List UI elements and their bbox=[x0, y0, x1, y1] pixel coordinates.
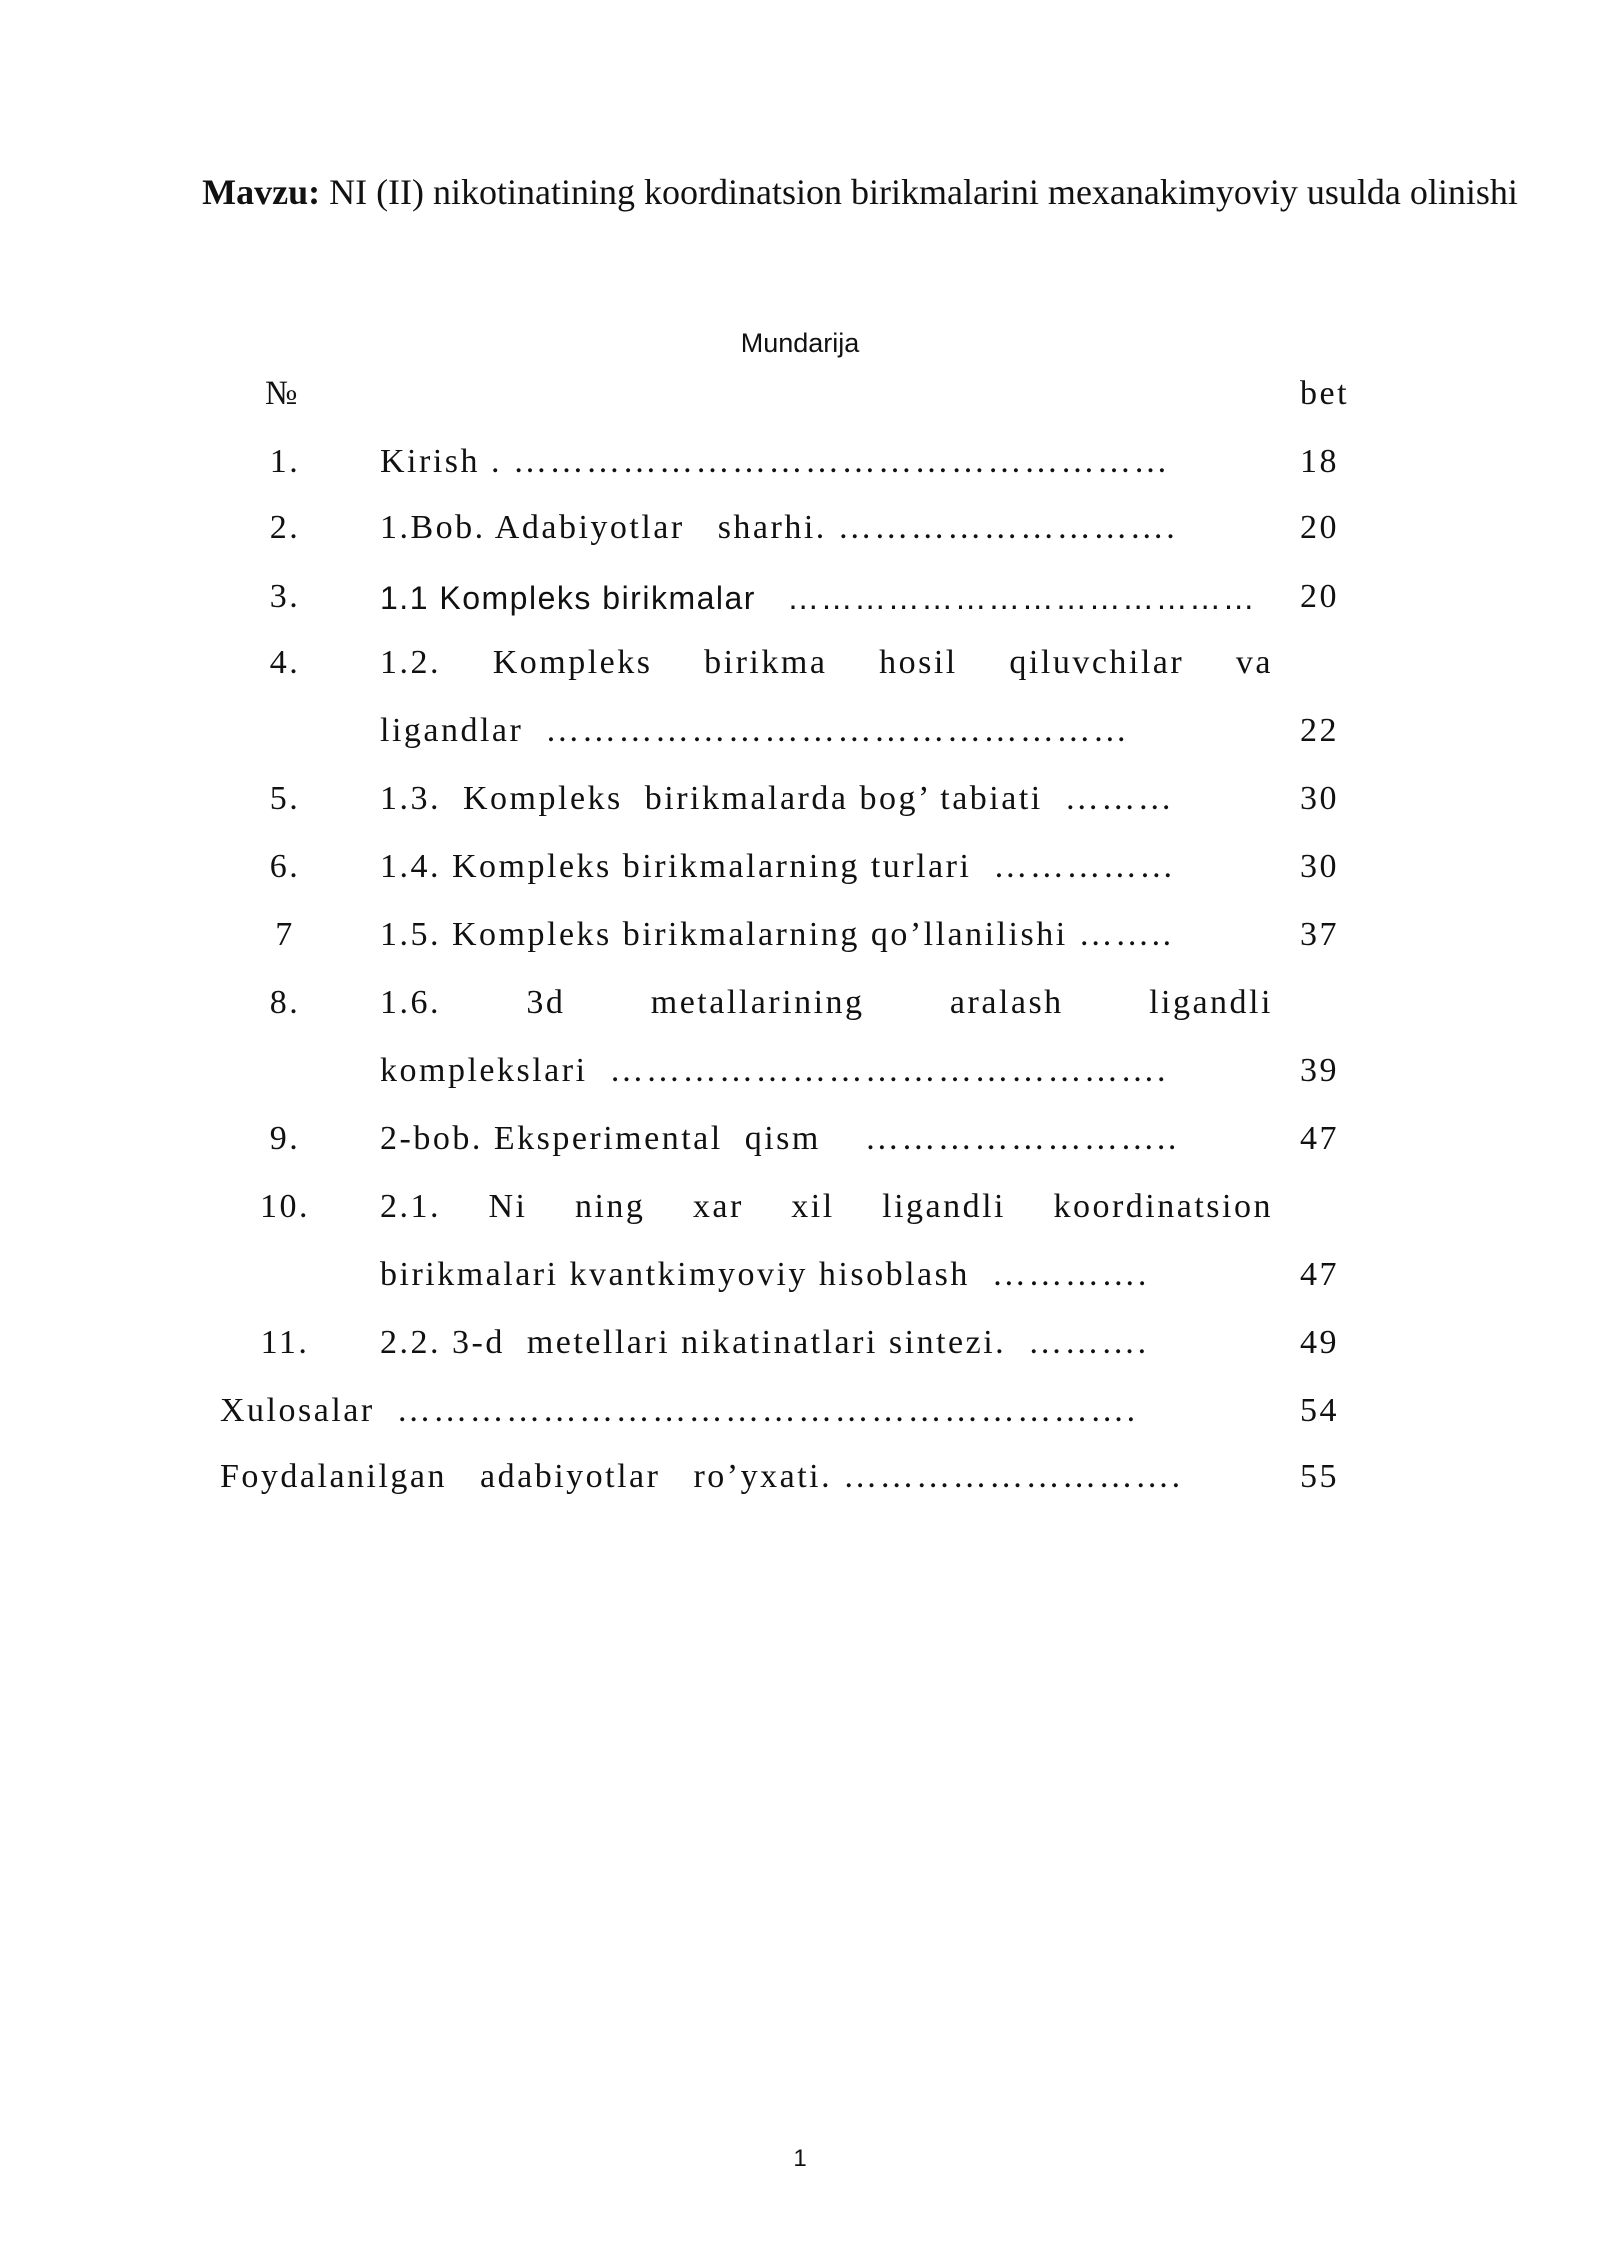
toc-row-number: 11. bbox=[260, 1324, 310, 1361]
toc-row-page: 30 bbox=[1300, 848, 1339, 885]
toc-row-page: 22 bbox=[1300, 712, 1339, 749]
toc-row-text[interactable]: 1.1 Kompleks birikmalar …………………………………… bbox=[380, 580, 1257, 616]
toc-row-text[interactable]: Kirish . ……………………………………………… bbox=[380, 443, 1170, 480]
toc-word: qiluvchilar bbox=[1009, 644, 1185, 681]
toc-row-text-continued[interactable]: birikmalari kvantkimyoviy hisoblash …………. bbox=[380, 1256, 1149, 1293]
toc-header-page: bet bbox=[1300, 375, 1350, 412]
toc-row-text[interactable]: 2.2. 3-d metellari nikatinatlari sintezi. ………. bbox=[380, 1324, 1149, 1361]
toc-row-number: 1. bbox=[269, 443, 301, 480]
toc-word: metallarining bbox=[650, 984, 865, 1021]
title-text: NI (II) nikotinatining koordinatsion birikmalarini mexanakimyoviy usulda olinishi bbox=[320, 172, 1518, 212]
toc-references-page: 55 bbox=[1300, 1458, 1339, 1495]
title-label: Mavzu: bbox=[202, 172, 321, 212]
page-number: 1 bbox=[793, 2145, 807, 2172]
toc-row-number: 4. bbox=[269, 644, 301, 681]
toc-word: koordinatsion bbox=[1053, 1188, 1273, 1225]
toc-word: birikma bbox=[704, 644, 828, 681]
toc-row-page: 20 bbox=[1300, 509, 1339, 546]
toc-word: ning bbox=[574, 1188, 646, 1225]
toc-row-page: 49 bbox=[1300, 1324, 1339, 1361]
toc-conclusion-page: 54 bbox=[1300, 1392, 1339, 1429]
toc-row-number: 2. bbox=[269, 509, 301, 546]
toc-word: xil bbox=[791, 1188, 835, 1225]
toc-row-page: 39 bbox=[1300, 1052, 1339, 1089]
toc-row-text[interactable]: 2-bob. Eksperimental qism …………………….. bbox=[380, 1120, 1179, 1157]
toc-row-number: 6. bbox=[269, 848, 301, 885]
toc-word: ligandli bbox=[1149, 984, 1273, 1021]
toc-row-page: 18 bbox=[1300, 443, 1339, 480]
toc-row-number: 7 bbox=[275, 916, 295, 953]
toc-word: Ni bbox=[488, 1188, 528, 1225]
toc-references-text[interactable]: Foydalanilgan adabiyotlar ro’yxati. ………………………. bbox=[220, 1458, 1183, 1495]
toc-row-text[interactable]: 1.3. Kompleks birikmalarda bog’ tabiati ……… bbox=[380, 780, 1175, 817]
toc-row-page: 47 bbox=[1300, 1256, 1339, 1293]
toc-row-text[interactable] bbox=[380, 1188, 1273, 1226]
toc-row-number: 10. bbox=[260, 1188, 310, 1225]
toc-word: xar bbox=[692, 1188, 744, 1225]
toc-word: 1.6. bbox=[380, 984, 441, 1021]
toc-word: Kompleks bbox=[492, 644, 653, 681]
toc-word: 3d bbox=[526, 984, 566, 1021]
toc-word: hosil bbox=[879, 644, 958, 681]
toc-row-text[interactable]: 1.5. Kompleks birikmalarning qo’llanilishi …….. bbox=[380, 916, 1174, 953]
toc-word: ligandli bbox=[882, 1188, 1007, 1225]
toc-row-text-continued[interactable]: ligandlar ………………………………………… bbox=[380, 712, 1130, 749]
toc-word: va bbox=[1235, 644, 1273, 681]
toc-row-page: 47 bbox=[1300, 1120, 1339, 1157]
toc-row-page: 20 bbox=[1300, 578, 1339, 615]
toc-row-text[interactable]: 1.Bob. Adabiyotlar sharhi. ………………………. bbox=[380, 509, 1178, 546]
toc-row-text[interactable] bbox=[380, 644, 1273, 682]
toc-row-number: 5. bbox=[269, 780, 301, 817]
toc-row-number: 3. bbox=[269, 578, 301, 615]
toc-word: 1.2. bbox=[380, 644, 441, 681]
toc-row-page: 37 bbox=[1300, 916, 1339, 953]
toc-row-number: 8. bbox=[269, 984, 301, 1021]
toc-conclusion-text[interactable]: Xulosalar ……………………………………………………. bbox=[220, 1392, 1138, 1429]
toc-heading: Mundarija bbox=[740, 328, 860, 358]
toc-header-number: № bbox=[265, 375, 300, 412]
toc-word: 2.1. bbox=[380, 1188, 441, 1225]
toc-row-text-continued[interactable]: komplekslari ………………………………………. bbox=[380, 1052, 1169, 1089]
toc-row-page: 30 bbox=[1300, 780, 1339, 817]
toc-row-text[interactable] bbox=[380, 984, 1273, 1022]
toc-word: aralash bbox=[949, 984, 1064, 1021]
toc-row-number: 9. bbox=[269, 1120, 301, 1157]
toc-row-text[interactable]: 1.4. Kompleks birikmalarning turlari …………… bbox=[380, 848, 1176, 885]
